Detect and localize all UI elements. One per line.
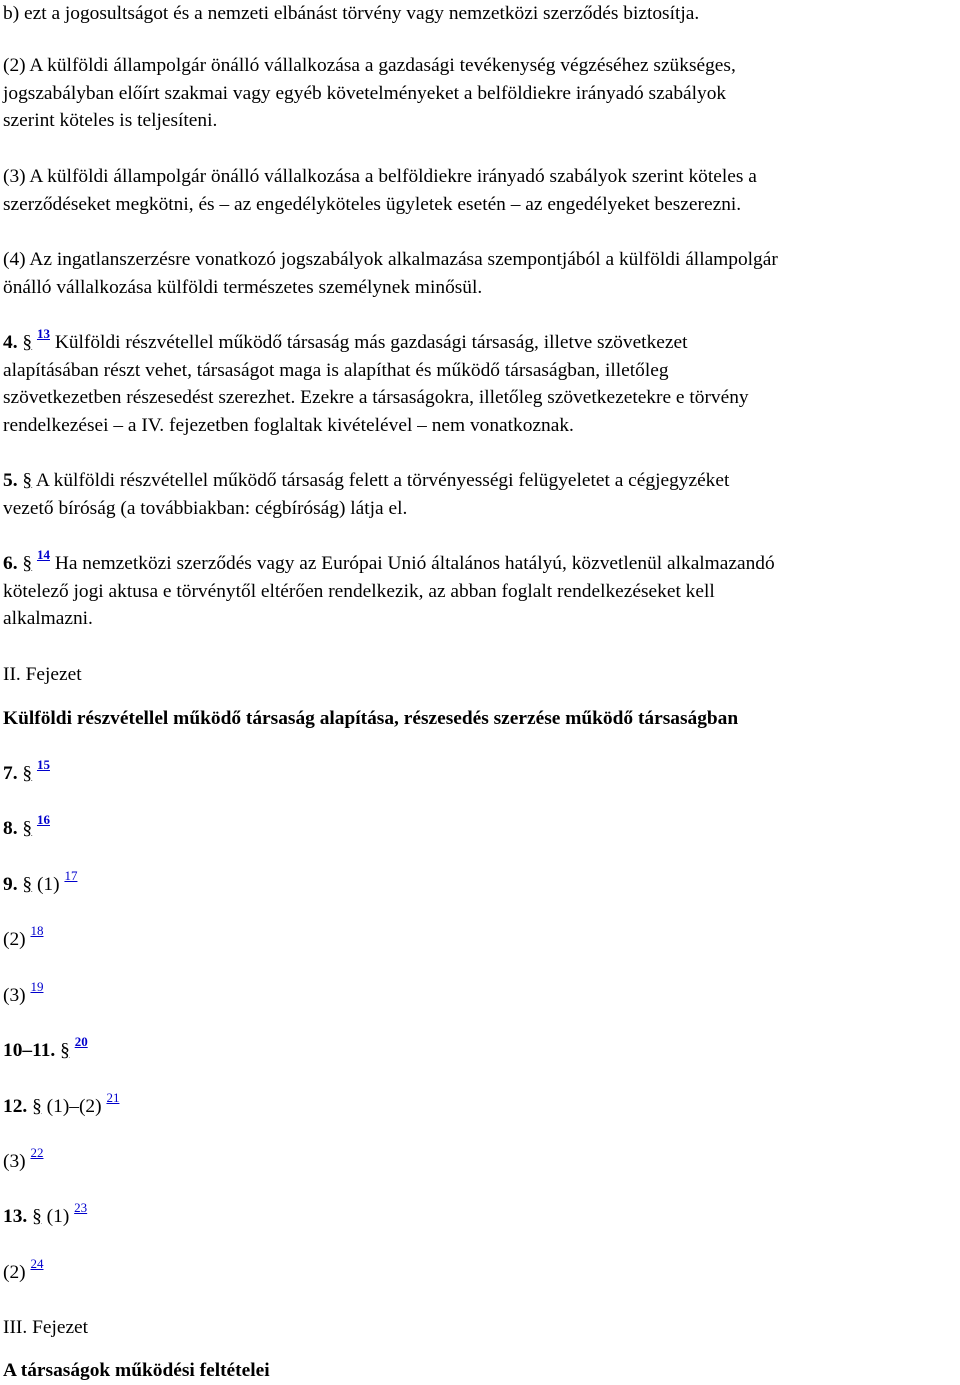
- footnote-link[interactable]: 22: [30, 1144, 44, 1160]
- section-number: 8.: [3, 818, 18, 839]
- section-text: Ha nemzetközi szerződés vagy az Európai Unió általános hatályú, közvetlenül alkalmazandó: [49, 553, 775, 574]
- chapter-title: A társaságok működési feltételei: [3, 1360, 270, 1381]
- text-line: (2) A külföldi állampolgár önálló vállalkozása a gazdasági tevékenység végzéséhez szükséges,: [3, 55, 736, 76]
- text-line: szerződéseket megkötni, és – az engedélyköteles ügyletek esetén – az engedélyeket beszerezni.: [3, 194, 742, 215]
- footnote-link[interactable]: 14: [36, 546, 50, 562]
- section-number: 10–11.: [3, 1040, 56, 1061]
- text-line: vezető bíróság (a továbbiakban: cégbíróság) látja el.: [3, 498, 408, 519]
- subsection: [3, 922, 44, 954]
- section-10-11: [3, 1033, 88, 1065]
- section-number: 7.: [3, 763, 18, 784]
- section-number: 12.: [3, 1096, 28, 1117]
- paragraph-sign[interactable]: §: [22, 763, 33, 784]
- text-line: szövetkezetben részesedést szerezhet. Ezekre a társaságokra, illetőleg szövetkezetekre e törvény: [3, 387, 749, 408]
- section-number: 5.: [3, 470, 18, 491]
- section-text: A külföldi részvétellel működő társaság felett a törvényességi felügyeletet a cégjegyzéket: [32, 470, 730, 491]
- paragraph-sign[interactable]: §: [22, 818, 33, 839]
- footnote-link[interactable]: 15: [36, 756, 50, 772]
- text-line: alkalmazni.: [3, 608, 93, 629]
- paragraph-sign[interactable]: §: [22, 332, 33, 353]
- text-line: b) ezt a jogosultságot és a nemzeti elbánást törvény vagy nemzetközi szerződés biztosítja.: [3, 3, 700, 24]
- footnote-link[interactable]: 24: [30, 1255, 44, 1271]
- subsection-label: (3): [3, 1151, 26, 1172]
- text-line: szerint köteles is teljesíteni.: [3, 110, 218, 131]
- footnote-link[interactable]: 20: [74, 1033, 88, 1049]
- footnote-link[interactable]: 21: [106, 1089, 120, 1105]
- section-number: 6.: [3, 553, 18, 574]
- footnote-link[interactable]: 18: [30, 922, 44, 938]
- section-6: [3, 546, 775, 578]
- paragraph-sign[interactable]: §: [32, 1206, 42, 1227]
- footnote-link[interactable]: 23: [74, 1199, 88, 1215]
- subsection: [3, 1255, 44, 1287]
- chapter-number: II. Fejezet: [3, 664, 82, 685]
- section-8: [3, 811, 50, 843]
- subsection-label: (1): [41, 1206, 70, 1227]
- subsection: [3, 1144, 44, 1176]
- section-5: [3, 467, 729, 495]
- subsection: [3, 978, 44, 1010]
- text-line: rendelkezései – a IV. fejezetben foglaltak kivételével – nem vonatkoznak.: [3, 415, 574, 436]
- subsection-label: (1)–(2): [41, 1096, 102, 1117]
- section-13: [3, 1199, 88, 1231]
- paragraph-sign[interactable]: §: [60, 1040, 70, 1061]
- subsection-label: (3): [3, 985, 26, 1006]
- section-7: [3, 756, 50, 788]
- chapter-number: III. Fejezet: [3, 1317, 89, 1338]
- text-line: önálló vállalkozása külföldi természetes személynek minősül.: [3, 277, 483, 298]
- section-9: [3, 867, 78, 899]
- text-line: jogszabályban előírt szakmai vagy egyéb követelményeket a belföldiekre irányadó szabályok: [3, 83, 727, 104]
- footnote-link[interactable]: 19: [30, 978, 44, 994]
- section-number: 9.: [3, 874, 18, 895]
- chapter-title: Külföldi részvétellel működő társaság alapítása, részesedés szerzése működő társaságban: [3, 708, 739, 729]
- section-text: Külföldi részvétellel működő társaság más gazdasági társaság, illetve szövetkezet: [49, 332, 688, 353]
- section-4: [3, 325, 688, 357]
- footnote-link[interactable]: 17: [64, 867, 78, 883]
- paragraph-sign[interactable]: §: [22, 470, 33, 491]
- subsection-label: (2): [3, 1262, 26, 1283]
- section-number: 13.: [3, 1206, 28, 1227]
- text-line: alapításában részt vehet, társaságot maga is alapíthat és működő társaságban, illetőleg: [3, 360, 669, 381]
- paragraph-sign[interactable]: §: [32, 1096, 42, 1117]
- text-line: kötelező jogi aktusa e törvénytől eltérően rendelkezik, az abban foglalt rendelkezéseket kell: [3, 581, 715, 602]
- section-12: [3, 1089, 120, 1121]
- text-line: (3) A külföldi állampolgár önálló vállalkozása a belföldiekre irányadó szabályok szerint köteles a: [3, 166, 757, 187]
- footnote-link[interactable]: 16: [36, 811, 50, 827]
- section-number: 4.: [3, 332, 18, 353]
- text-line: (4) Az ingatlanszerzésre vonatkozó jogszabályok alkalmazása szempontjából a külföldi állampolgár: [3, 249, 778, 270]
- subsection-label: (2): [3, 929, 26, 950]
- subsection-label: (1): [32, 874, 60, 895]
- footnote-link[interactable]: 13: [36, 325, 50, 341]
- paragraph-sign[interactable]: §: [22, 874, 33, 895]
- paragraph-sign[interactable]: §: [22, 553, 33, 574]
